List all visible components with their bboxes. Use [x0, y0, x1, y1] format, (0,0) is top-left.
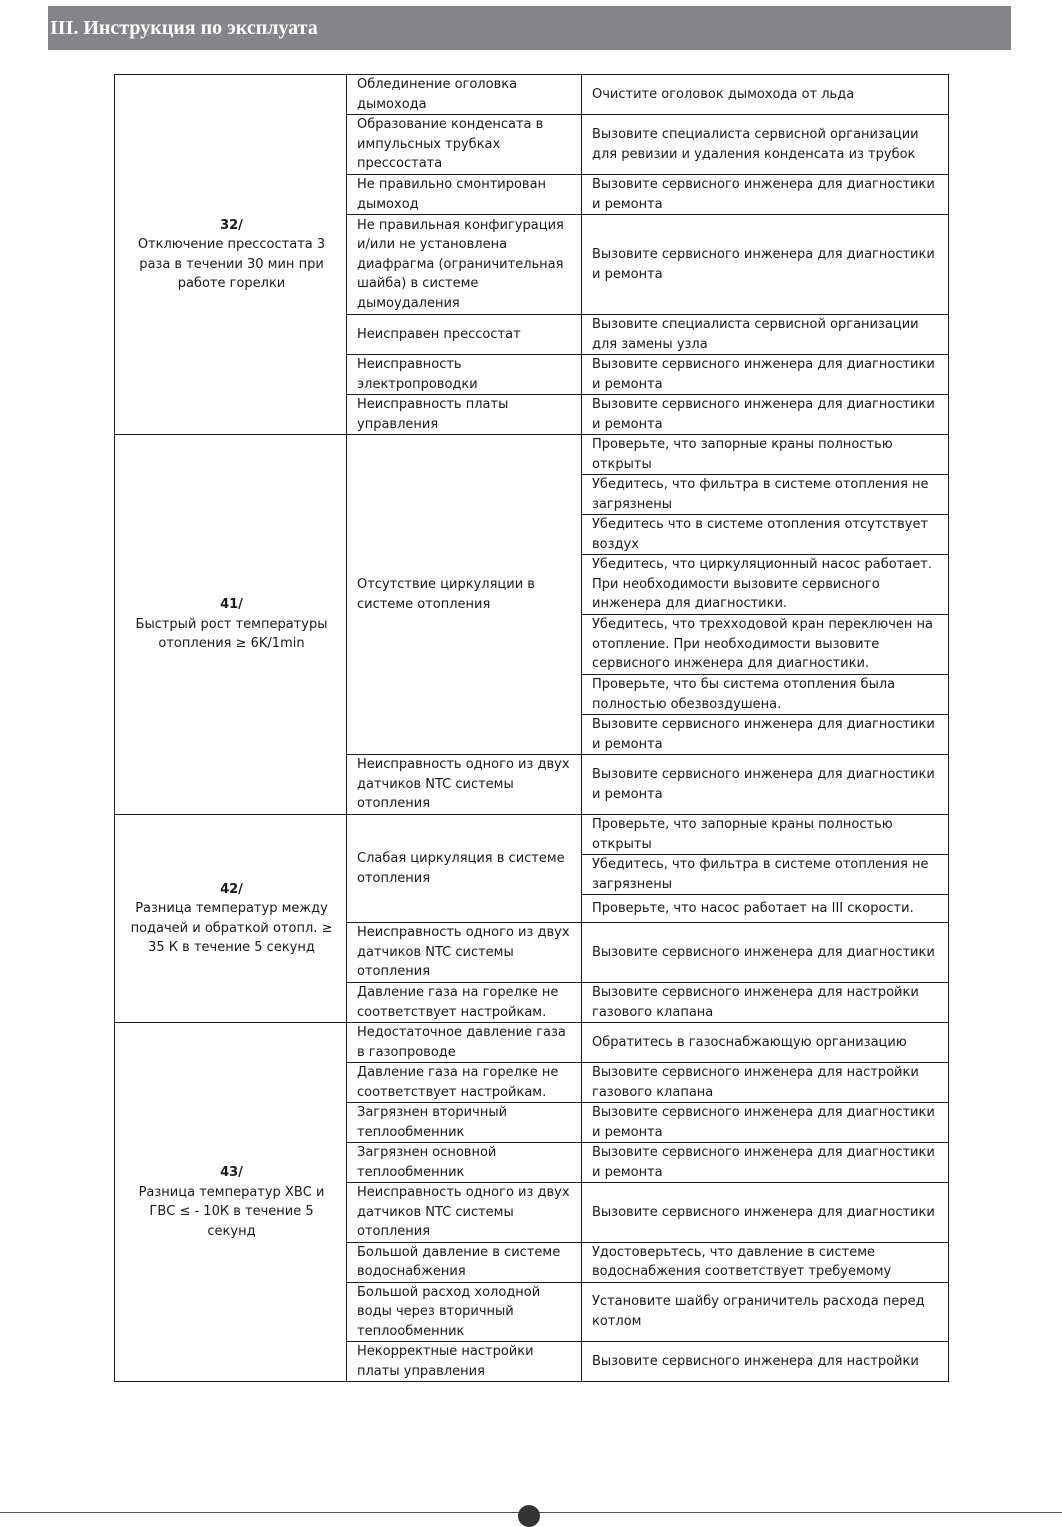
- fault-action: Вызовите сервисного инженера для диагностики и ремонта: [582, 1143, 949, 1183]
- fault-action: Убедитесь, что циркуляционный насос работает. При необходимости вызовите сервисного инженера для диагностики.: [582, 555, 949, 615]
- page-number-badge: [518, 1505, 540, 1527]
- fault-action: Вызовите сервисного инженера для диагностики и ремонта: [582, 395, 949, 435]
- fault-action: Вызовите сервисного инженера для диагностики: [582, 923, 949, 983]
- fault-action: Проверьте, что бы система отопления была полностью обезвоздушена.: [582, 675, 949, 715]
- fault-cause: Давление газа на горелке не соответствует настройкам.: [347, 1063, 582, 1103]
- fault-action: Вызовите специалиста сервисной организации для замены узла: [582, 315, 949, 355]
- fault-cause: Неисправность электропроводки: [347, 355, 582, 395]
- fault-cause: Большой давление в системе водоснабжения: [347, 1242, 582, 1282]
- fault-action: Вызовите сервисного инженера для диагностики и ремонта: [582, 175, 949, 215]
- table-row: [115, 75, 949, 115]
- fault-code-cell: [115, 815, 347, 1023]
- fault-action: Вызовите сервисного инженера для диагностики и ремонта: [582, 755, 949, 815]
- fault-cause: Не правильно смонтирован дымоход: [347, 175, 582, 215]
- fault-cause: Загрязнен основной теплообменник: [347, 1143, 582, 1183]
- fault-action: Убедитесь что в системе отопления отсутствует воздух: [582, 515, 949, 555]
- section-title: III. Инструкция по эксплуата: [50, 17, 318, 39]
- fault-cause: Неисправность платы управления: [347, 395, 582, 435]
- fault-action: Вызовите сервисного инженера для настройки: [582, 1342, 949, 1382]
- fault-cause: Отсутствие циркуляции в системе отопления: [347, 435, 582, 755]
- fault-cause: Неисправность одного из двух датчиков NTC системы отопления: [347, 923, 582, 983]
- fault-action: Обратитесь в газоснабжающую организацию: [582, 1023, 949, 1063]
- table-row: [115, 815, 949, 855]
- fault-action: Убедитесь, что трехходовой кран переключен на отопление. При необходимости вызовите сервисного инженера для диагностики.: [582, 615, 949, 675]
- fault-cause: Некорректные настройки платы управления: [347, 1342, 582, 1382]
- fault-cause: Загрязнен вторичный теплообменник: [347, 1103, 582, 1143]
- fault-action: Вызовите сервисного инженера для настройки газового клапана: [582, 983, 949, 1023]
- fault-action: Вызовите сервисного инженера для диагностики и ремонта: [582, 1103, 949, 1143]
- fault-description: Быстрый рост температуры отопления ≥ 6K/1min: [135, 616, 328, 652]
- fault-action: Установите шайбу ограничитель расхода перед котлом: [582, 1282, 949, 1342]
- fault-code: 32/: [220, 217, 243, 233]
- fault-action: Проверьте, что запорные краны полностью открыты: [582, 815, 949, 855]
- fault-cause: Неисправность одного из двух датчиков NTC системы отопления: [347, 1183, 582, 1243]
- fault-table: [114, 74, 949, 1382]
- fault-cause: Давление газа на горелке не соответствует настройкам.: [347, 983, 582, 1023]
- fault-description: Разница температур между подачей и обраткой отопл. ≥ 35 К в течение 5 секунд: [130, 901, 333, 955]
- fault-description: Разница температур ХВС и ГВС ≤ - 10К в течение 5 секунд: [138, 1184, 325, 1239]
- fault-code-cell: [115, 75, 347, 435]
- table-row: [115, 435, 949, 475]
- fault-action: Убедитесь, что фильтра в системе отопления не загрязнены: [582, 855, 949, 895]
- fault-action: Проверьте, что насос работает на III скорости.: [582, 895, 949, 923]
- fault-action: Убедитесь, что фильтра в системе отопления не загрязнены: [582, 475, 949, 515]
- section-header: [48, 6, 1011, 50]
- fault-action: Вызовите сервисного инженера для диагностики и ремонта: [582, 715, 949, 755]
- fault-action: Вызовите сервисного инженера для диагностики и ремонта: [582, 215, 949, 315]
- fault-cause: Недостаточное давление газа в газопроводе: [347, 1023, 582, 1063]
- fault-action: Проверьте, что запорные краны полностью открыты: [582, 435, 949, 475]
- fault-code: 41/: [220, 597, 243, 613]
- fault-cause: Слабая циркуляция в системе отопления: [347, 815, 582, 923]
- fault-cause: Не правильная конфигурация и/или не установлена диафрагма (ограничительная шайба) в системе дымоудаления: [347, 215, 582, 315]
- table-row: [115, 1023, 949, 1063]
- fault-code: 43/: [220, 1165, 243, 1180]
- fault-action: Вызовите специалиста сервисной организации для ревизии и удаления конденсата из трубок: [582, 115, 949, 175]
- fault-code: 42/: [220, 881, 243, 897]
- fault-cause: Образование конденсата в импульсных трубках прессостата: [347, 115, 582, 175]
- fault-code-cell: [115, 435, 347, 815]
- fault-cause: Неисправен прессостат: [347, 315, 582, 355]
- fault-code-cell: [115, 1023, 347, 1382]
- fault-cause: Большой расход холодной воды через вторичный теплообменник: [347, 1282, 582, 1342]
- fault-action: Вызовите сервисного инженера для настройки газового клапана: [582, 1063, 949, 1103]
- fault-action: Удостоверьтесь, что давление в системе водоснабжения соответствует требуемому: [582, 1242, 949, 1282]
- fault-action: Вызовите сервисного инженера для диагностики и ремонта: [582, 355, 949, 395]
- fault-cause: Неисправность одного из двух датчиков NTC системы отопления: [347, 755, 582, 815]
- fault-action: Очистите оголовок дымохода от льда: [582, 75, 949, 115]
- fault-table-body: [115, 75, 949, 1382]
- fault-cause: Облединение оголовка дымохода: [347, 75, 582, 115]
- fault-description: Отключение прессостата 3 раза в течении 30 мин при работе горелки: [137, 237, 326, 291]
- fault-action: Вызовите сервисного инженера для диагностики: [582, 1183, 949, 1243]
